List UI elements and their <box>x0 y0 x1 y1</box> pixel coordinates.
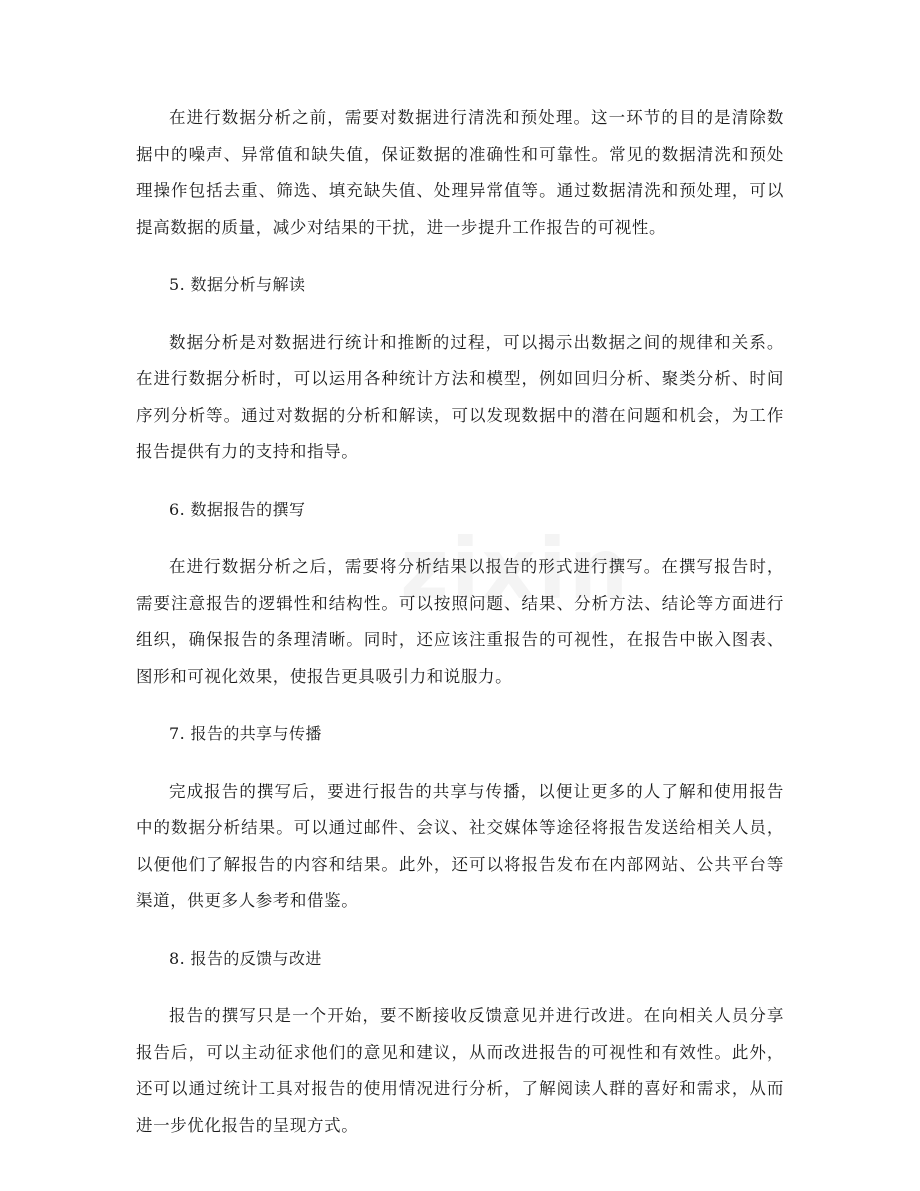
heading-section-5: 5. 数据分析与解读 <box>169 275 306 294</box>
document-page <box>136 100 784 1144</box>
paragraph-section-5: 数据分析是对数据进行统计和推断的过程，可以揭示出数据之间的规律和关系。在进行数据分析时，可以运用各种统计方法和模型，例如回归分析、聚类分析、时间序列分析等。通过对数据的分析和解读，可以发现数据中的潜在问题和机会，为工作报告提供有力的支持和指导。 <box>136 332 784 461</box>
heading-section-7: 7. 报告的共享与传播 <box>169 724 322 743</box>
heading-section-6: 6. 数据报告的撰写 <box>169 499 306 519</box>
paragraph-data-cleaning: 在进行数据分析之前，需要对数据进行清洗和预处理。这一环节的目的是清除数据中的噪声、异常值和缺失值，保证数据的准确性和可靠性。常见的数据清洗和预处理操作包括去重、筛选、填充缺失值、处理异常值等。通过数据清洗和预处理，可以提高数据的质量，减少对结果的干扰，进一步提升工作报告的可视性。 <box>136 108 784 237</box>
heading-section-8: 8. 报告的反馈与改进 <box>169 948 322 968</box>
paragraph-section-7: 完成报告的撰写后，要进行报告的共享与传播，以便让更多的人了解和使用报告中的数据分析结果。可以通过邮件、会议、社交媒体等途径将报告发送给相关人员，以便他们了解报告的内容和结果。此外，还可以将报告发布在内部网站、公共平台等渠道，供更多人参考和借鉴。 <box>136 781 784 910</box>
paragraph-section-6: 在进行数据分析之后，需要将分析结果以报告的形式进行撰写。在撰写报告时，需要注意报告的逻辑性和结构性。可以按照问题、结果、分析方法、结论等方面进行组织，确保报告的条理清晰。同时，还应该注重报告的可视性，在报告中嵌入图表、图形和可视化效果，使报告更具吸引力和说服力。 <box>136 557 784 686</box>
paragraph-section-8: 报告的撰写只是一个开始，要不断接收反馈意见并进行改进。在向相关人员分享报告后，可以主动征求他们的意见和建议，从而改进报告的可视性和有效性。此外，还可以通过统计工具对报告的使用情况进行分析，了解阅读人群的喜好和需求，从而进一步优化报告的呈现方式。 <box>136 1006 784 1135</box>
